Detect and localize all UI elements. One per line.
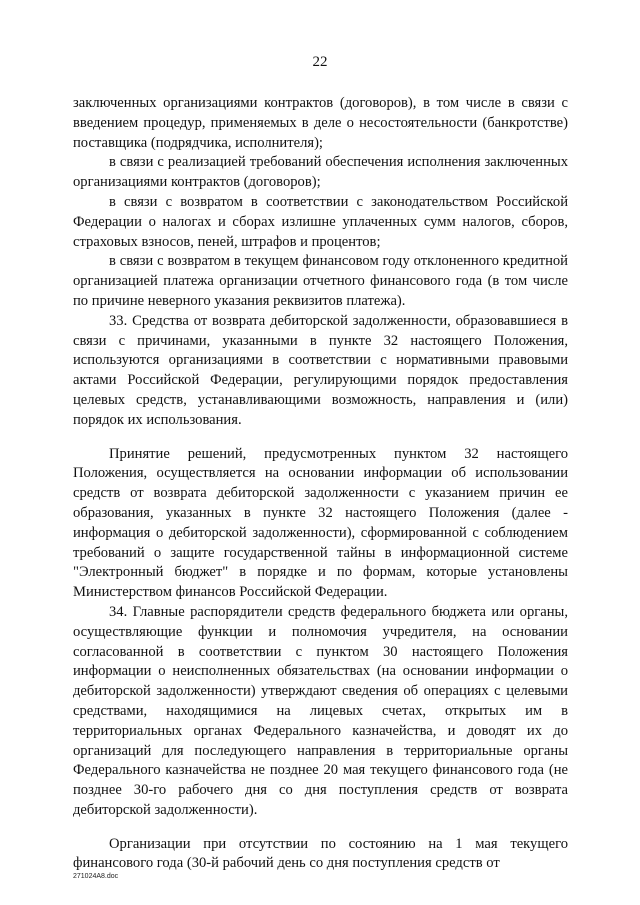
page-number: 22 xyxy=(312,54,328,70)
paragraph-contracts-bankruptcy: заключенных организациями контрактов (договоров), в том числе в связи с введением процедур, применяемых в деле о несостоятельности (банкротстве) поставщика (подрядчика, исполнителя); xyxy=(73,95,568,151)
paragraph-rejected-payment: в связи с возвратом в текущем финансовом году отклоненного кредитной организацией платежа организации отчетного финансового года (в том числе по причине неверного указания реквизитов платежа). xyxy=(73,253,568,309)
document-body xyxy=(73,94,568,874)
paragraph-item-33: 33. Средства от возврата дебиторской задолженности, образовавшиеся в связи с причинами, указанными в пункте 32 настоящего Положения, используются организациями в соответствии с нормативными правовыми актами Российской Федерации, регулирующими порядок предоставления целевых средств, устанавливающими возможность, направления и (или) порядок их использования. xyxy=(73,312,568,428)
paragraph-item-34: 34. Главные распорядители средств федерального бюджета или органы, осуществляющие функции и полномочия учредителя, на основании согласованной в соответствии с пунктом 30 настоящего Положения информации о неисполненных обязательствах (на основании информации о дебиторской задолженности) утверждают сведения об операциях с целевыми средствами, находящимися на лицевых счетах, открытых им в территориальных органах Федерального казначейства, и доводят их до организаций для последующего направления в территориальные органы Федерального казначейства не позднее 20 мая текущего финансового года (не позднее 30-го рабочего дня со дня поступления средств от возврата дебиторской задолженности). xyxy=(73,603,568,818)
paragraph-contract-security: в связи с реализацией требований обеспечения исполнения заключенных организациями контрактов (договоров); xyxy=(73,154,568,191)
paragraph-decisions: Принятие решений, предусмотренных пунктом 32 настоящего Положения, осуществляется на основании информации об использовании средств от возврата дебиторской задолженности с указанием причин ее образования, указанных в пункте 32 настоящего Положения (далее - информация о дебиторской задолженности), сформированной с соблюдением требований о защите государственной тайны в информационной системе "Электронный бюджет" в порядке и по формам, которые установлены Министерством финансов Российской Федерации. xyxy=(73,445,568,601)
footer-doc-code: 271024A8.doc xyxy=(73,873,119,880)
paragraph-organizations: Организации при отсутствии по состоянию на 1 мая текущего финансового года (30-й рабочий день со дня поступления средств от xyxy=(73,835,568,872)
paragraph-tax-refund: в связи с возвратом в соответствии с законодательством Российской Федерации о налогах и сборах излишне уплаченных сумм налогов, сборов, страховых взносов, пеней, штрафов и процентов; xyxy=(73,193,568,250)
